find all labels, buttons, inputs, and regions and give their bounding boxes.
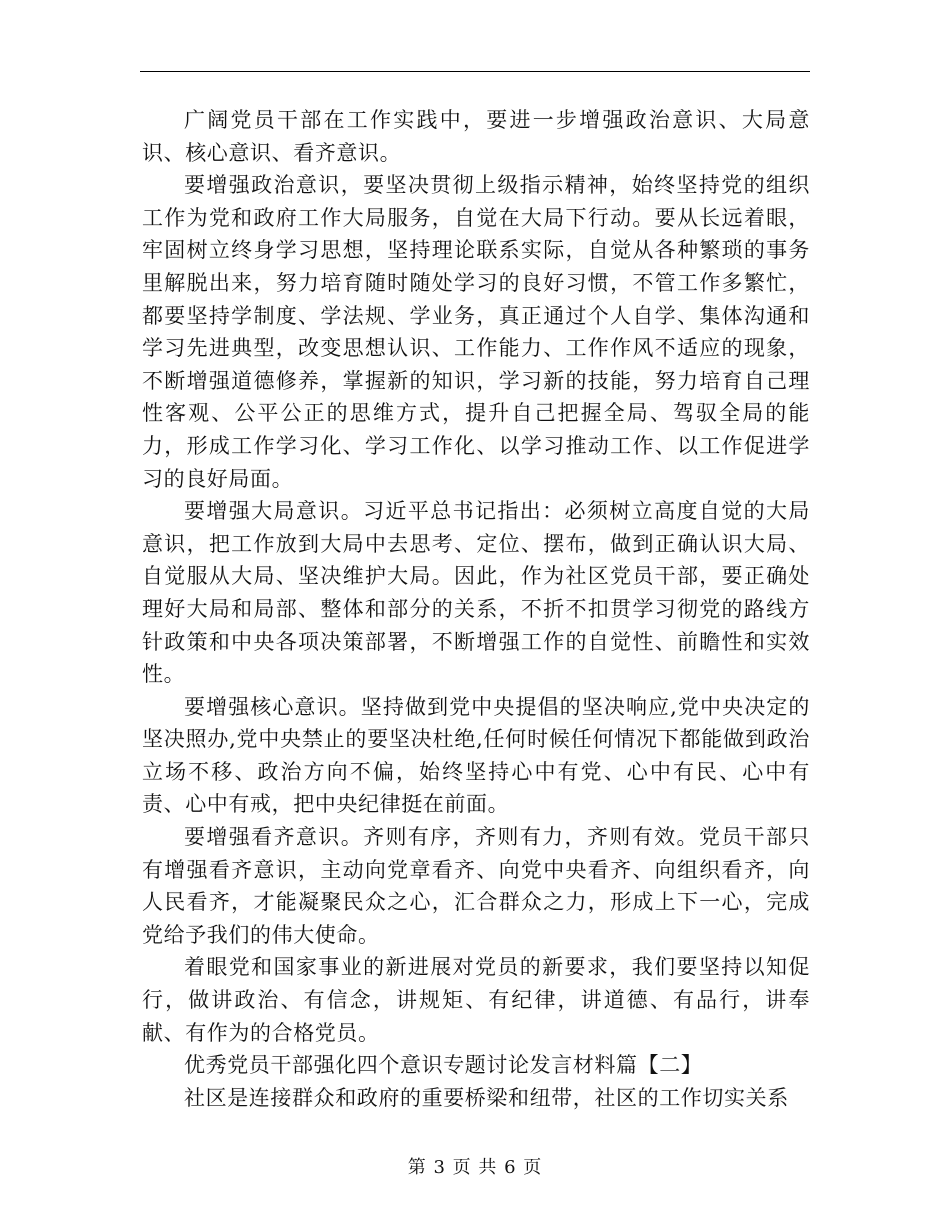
paragraph-alignment-awareness: 要增强看齐意识。齐则有序，齐则有力，齐则有效。党员干部只有增强看齐意识，主动向党章看齐、向党中央看齐、向组织看齐，向人民看齐，才能凝聚民众之心，汇合群众之力，形成上下一心，完成党给予我们的伟大使命。: [142, 825, 810, 947]
section-heading: 优秀党员干部强化四个意识专题讨论发言材料篇【二】: [184, 1053, 703, 1078]
paragraph-core-awareness: 要增强核心意识。坚持做到党中央提倡的坚决响应,党中央决定的坚决照办,党中央禁止的要坚决杜绝,任何时候任何情况下都能做到政治立场不移、政治方向不偏，始终坚持心中有党、心中有民、心中有责、心中有戒，把中央纪律挺在前面。: [142, 694, 810, 817]
header-rule: [140, 71, 810, 72]
paragraph-political-awareness: 要增强政治意识，要坚决贯彻上级指示精神，始终坚持党的组织工作为党和政府工作大局服务，自觉在大局下行动。要从长远着眼，牢固树立终身学习思想，坚持理论联系实际，自觉从各种繁琐的事务里解脱出来，努力培育随时随处学习的良好习惯，不管工作多繁忙，都要坚持学制度、学法规、学业务，真正通过个人自学、集体沟通和学习先进典型，改变思想认识、工作能力、工作作风不适应的现象，不断增强道德修养，掌握新的知识，学习新的技能，努力培育自己理性客观、公平公正的思维方式，提升自己把握全局、驾驭全局的能力，形成工作学习化、学习工作化、以学习推动工作、以工作促进学习的良好局面。: [142, 173, 810, 491]
paragraph-overall-awareness: 要增强大局意识。习近平总书记指出：必须树立高度自觉的大局意识，把工作放到大局中去思考、定位、摆布，做到正确认识大局、自觉服从大局、坚决维护大局。因此，作为社区党员干部，要正确处理好大局和局部、整体和部分的关系，不折不扣贯学习彻党的路线方针政策和中央各项决策部署，不断增强工作的自觉性、前瞻性和实效性。: [142, 499, 810, 687]
paragraph-community: 社区是连接群众和政府的重要桥梁和纽带，社区的工作切实关系: [184, 1085, 789, 1110]
page-number-footer: 第 3 页 共 6 页: [407, 1157, 543, 1178]
paragraph-conclusion: 着眼党和国家事业的新进展对党员的新要求，我们要坚持以知促行，做讲政治、有信念，讲规矩、有纪律，讲道德、有品行，讲奉献、有作为的合格党员。: [142, 955, 810, 1045]
document-body: [142, 104, 810, 1114]
paragraph-intro: 广阔党员干部在工作实践中，要进一步增强政治意识、大局意识、核心意识、看齐意识。: [142, 108, 810, 165]
